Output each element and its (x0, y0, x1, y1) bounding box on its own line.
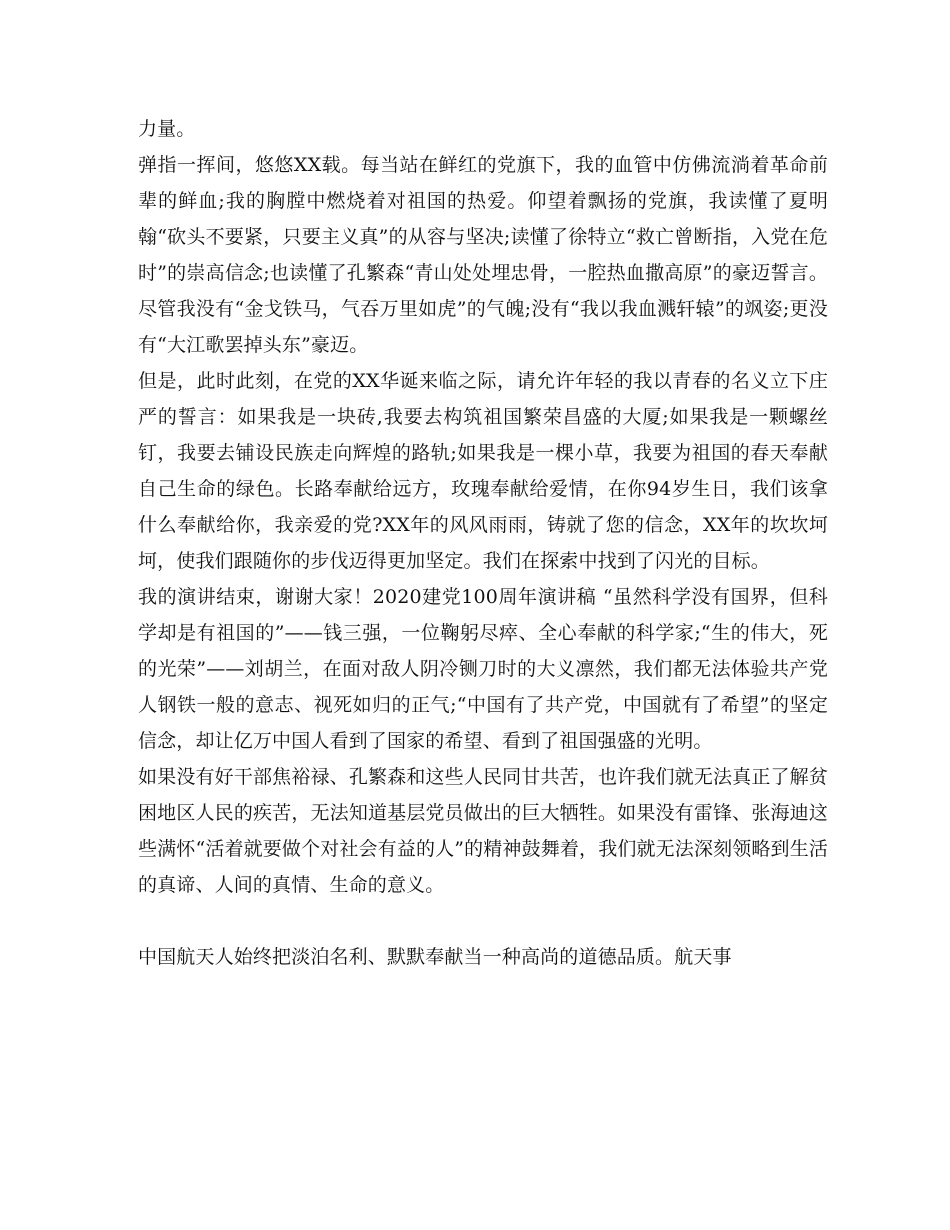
document-body (138, 111, 828, 975)
paragraph-6: 中国航天人始终把淡泊名利、默默奉献当一种高尚的道德品质。航天事 (138, 946, 732, 968)
paragraph-4: 我的演讲结束，谢谢大家！2020建党100周年演讲稿 “虽然科学没有国界，但科学却是有祖国的”——钱三强，一位鞠躬尽瘁、全心奉献的科学家;“生的伟大，死的光荣”——刘胡兰，在面对敌人阴冷铡刀时的大义凛然，我们都无法体验共产党人钢铁一般的意志、视死如归的正气;“中国有了共产党，中国就有了希望”的坚定信念，却让亿万中国人看到了国家的希望、看到了祖国强盛的光明。 (138, 586, 828, 752)
paragraph-gap (138, 903, 828, 939)
paragraph-1: 力量。 (138, 118, 196, 140)
paragraph-5: 如果没有好干部焦裕禄、孔繁森和这些人民同甘共苦，也许我们就无法真正了解贫困地区人民的疾苦，无法知道基层党员做出的巨大牺牲。如果没有雷锋、张海迪这些满怀“活着就要做个对社会有益的人”的精神鼓舞着，我们就无法深刻领略到生活的真谛、人间的真情、生命的意义。 (138, 766, 828, 896)
paragraph-2: 弹指一挥间，悠悠XX载。每当站在鲜红的党旗下，我的血管中仿佛流淌着革命前辈的鲜血;我的胸膛中燃烧着对祖国的热爱。仰望着飘扬的党旗，我读懂了夏明翰“砍头不要紧，只要主义真”的从容与坚决;读懂了徐特立“救亡曾断指，入党在危时”的崇高信念;也读懂了孔繁森“青山处处埋忠骨，一腔热血撒高原”的豪迈誓言。尽管我没有“金戈铁马，气吞万里如虎”的气魄;没有“我以我血溅轩辕”的飒姿;更没有“大江歌罢掉头东”豪迈。 (138, 154, 828, 356)
paragraph-3: 但是，此时此刻，在党的XX华诞来临之际，请允许年轻的我以青春的名义立下庄严的誓言：如果我是一块砖,我要去构筑祖国繁荣昌盛的大厦;如果我是一颗螺丝钉，我要去铺设民族走向辉煌的路轨;如果我是一棵小草，我要为祖国的春天奉献自己生命的绿色。长路奉献给远方，玫瑰奉献给爱情，在你94岁生日，我们该拿什么奉献给你，我亲爱的党?XX年的风风雨雨，铸就了您的信念，XX年的坎坎坷坷，使我们跟随你的步伐迈得更加坚定。我们在探索中找到了闪光的目标。 (138, 370, 828, 572)
